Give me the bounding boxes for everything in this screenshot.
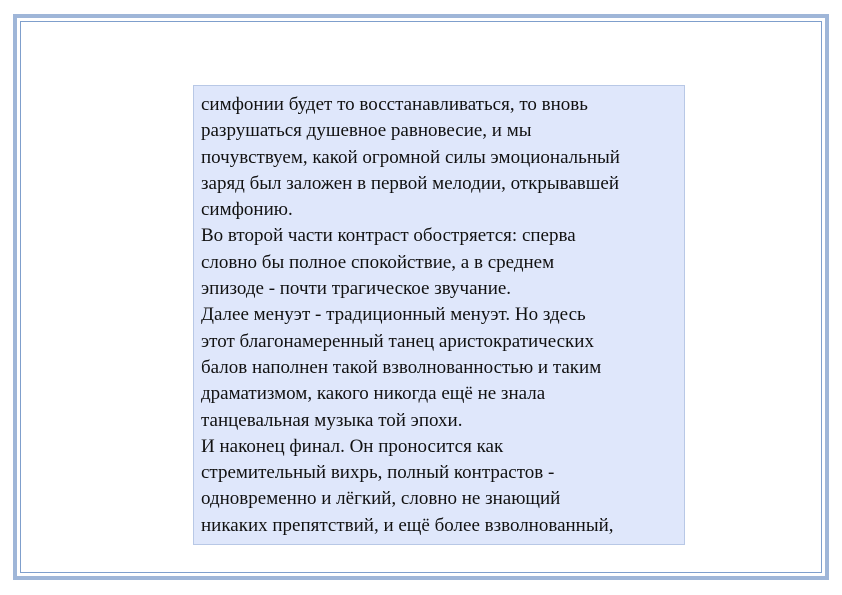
text-line: разрушаться душевное равновесие, и мы — [201, 120, 532, 142]
text-line: симфонию. — [201, 199, 293, 221]
text-line: Во второй части контраст обостряется: сперва — [201, 225, 576, 247]
text-line: почувствуем, какой огромной силы эмоциональный — [201, 146, 620, 168]
text-line: никаких препятствий, и ещё более взволнованный, — [201, 514, 614, 536]
text-line: словно бы полное спокойствие, а в среднем — [201, 251, 555, 273]
text-line: балов наполнен такой взволнованностью и таким — [201, 356, 602, 378]
text-line: И наконец финал. Он проносится как — [201, 435, 504, 457]
text-line: одновременно и лёгкий, словно не знающий — [201, 488, 561, 510]
text-box — [193, 85, 685, 545]
text-line: Далее менуэт - традиционный менуэт. Но здесь — [201, 304, 586, 326]
text-line: эпизоде - почти трагическое звучание. — [201, 278, 512, 300]
text-line: танцевальная музыка той эпохи. — [201, 409, 463, 431]
text-line: заряд был заложен в первой мелодии, открывавшей — [201, 172, 619, 194]
text-line: этот благонамеренный танец аристократических — [201, 330, 594, 352]
text-line: стремительный вихрь, полный контрастов - — [201, 462, 555, 484]
text-line: симфонии будет то восстанавливаться, то вновь — [201, 94, 588, 115]
text-line: драматизмом, какого никогда ещё не знала — [201, 383, 546, 405]
